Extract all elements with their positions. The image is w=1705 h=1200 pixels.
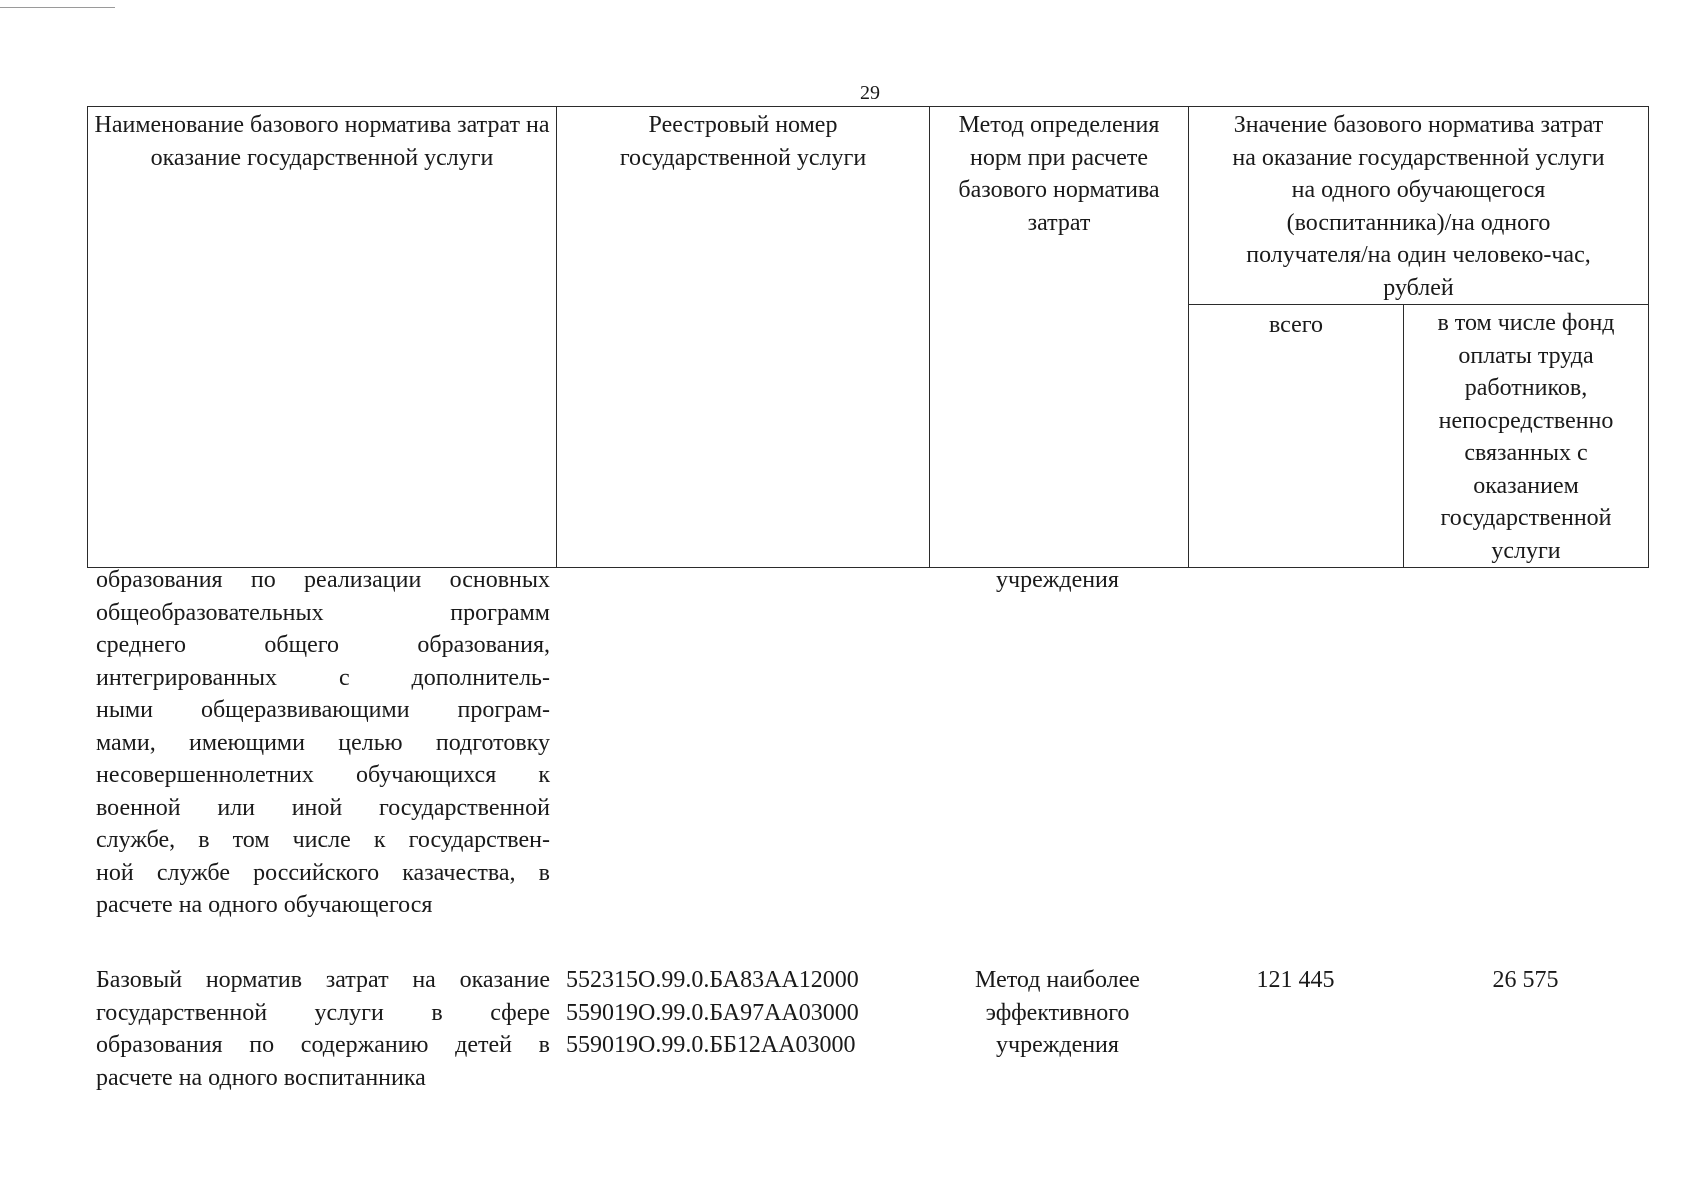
header-table [87, 106, 1649, 568]
header-col-method: Метод определения норм при расчете базового норматива затрат [930, 107, 1189, 568]
header-col-registry: Реестровый номер государственной услуги [557, 107, 930, 568]
header-col-fot: в том числе фонд оплаты труда работников, непосредственно связанных с оказанием государственной услуги [1404, 305, 1649, 568]
row-2-total: 121 445 [1256, 967, 1335, 993]
row-2-registry-codes [566, 964, 926, 1062]
registry-code: 559019О.99.0.БА97АА03000 [566, 999, 859, 1026]
continued-row-method: учреждения [996, 567, 1119, 593]
registry-code: 559019О.99.0.ББ12АА03000 [566, 1032, 856, 1058]
row-2-name: Базовый норматив затрат на оказание государственной услуги в сфере образования по содержанию детей в расчете на одного воспитанника [96, 967, 550, 1091]
continued-row-name: образования по реализации основных общеобразовательных программ среднего общего образования, интегрированных с дополнитель- ными общеразвивающими програм- мами, имеющими целью подготовку несовершеннолетних обучающихся к военной или иной государственной службе, в том числе к государствен- ной службе российского казачества, в расчете на одного обучающегося [96, 567, 550, 918]
header-col-total: всего [1189, 305, 1404, 568]
row-2-fot: 26 575 [1492, 967, 1559, 993]
scan-artifact-line [0, 7, 115, 8]
header-col-name: Наименование базового норматива затрат на оказание государственной услуги [88, 107, 557, 568]
page-number: 29 [860, 82, 880, 104]
registry-code: 552315О.99.0.БА83АА12000 [566, 967, 859, 993]
row-2-method: Метод наиболее эффективного учреждения [975, 967, 1140, 1058]
header-col-value: Значение базового норматива затрат на оказание государственной услуги на одного обучающегося (воспитанника)/на одного получателя/на один человеко-час, рублей [1189, 107, 1649, 305]
